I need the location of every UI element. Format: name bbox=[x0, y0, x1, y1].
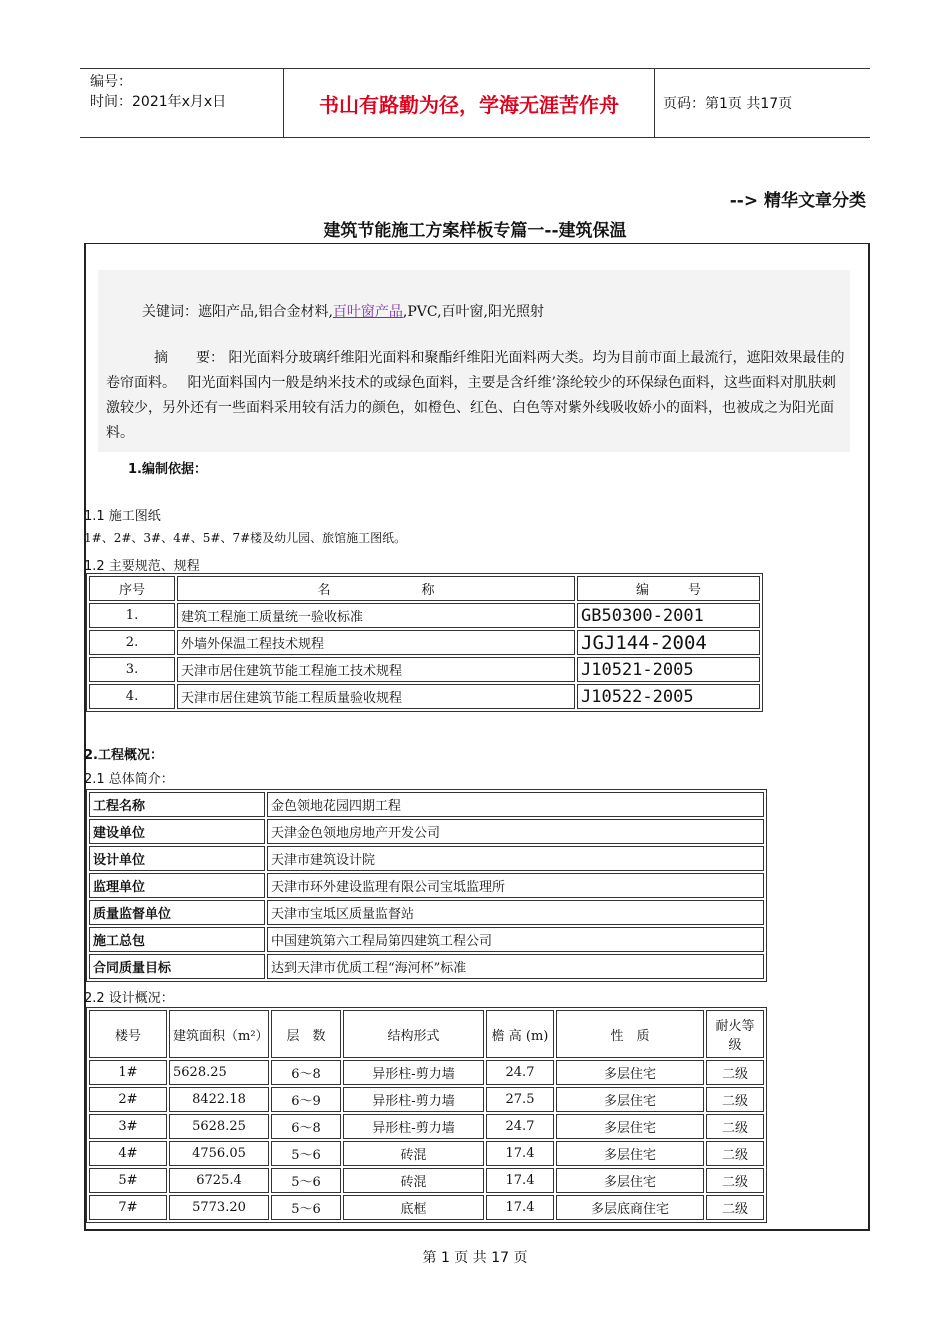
table-header-row bbox=[89, 1010, 764, 1058]
overview-table bbox=[86, 789, 767, 982]
overview-key: 设计单位 bbox=[89, 846, 265, 871]
cell-building: 7# bbox=[89, 1195, 167, 1220]
keywords-prefix: 关键词：遮阳产品,铝合金材料, bbox=[142, 304, 333, 320]
overview-value: 中国建筑第六工程局第四建筑工程公司 bbox=[267, 927, 764, 952]
cell-height: 17.4 bbox=[486, 1141, 554, 1166]
table-row bbox=[89, 873, 764, 898]
row-index: 2. bbox=[89, 630, 175, 655]
cell-building: 5# bbox=[89, 1168, 167, 1193]
cell-area: 4756.05 bbox=[169, 1141, 269, 1166]
cell-building: 2# bbox=[89, 1087, 167, 1112]
row-index: 1. bbox=[89, 603, 175, 628]
abstract-summary: 摘 要： 阳光面料分玻璃纤维阳光面料和聚酯纤维阳光面料两大类。均为目前市面上最流行，遮阳效果最佳的卷帘面料。 阳光面料国内一般是纳米技术的或绿色面料，主要是含纤维’涤纶较少的环保绿色面料，这些面料对肌肤刺激较少，另外还有一些面料采用较有活力的颜色，如橙色、红色、白色等对紫外线吸收娇小的面料，也被成之为阳光面料。 bbox=[106, 350, 845, 441]
cell-height: 17.4 bbox=[486, 1168, 554, 1193]
col-header-code: 编 号 bbox=[577, 576, 760, 601]
row-name: 天津市居住建筑节能工程质量验收规程 bbox=[177, 684, 575, 709]
document-title: 建筑节能施工方案样板专篇一--建筑保温 bbox=[323, 221, 627, 241]
row-code: J10522-2005 bbox=[577, 684, 760, 709]
header-motto: 书山有路勤为径，学海无涯苦作舟 bbox=[283, 69, 655, 137]
overview-value: 达到天津市优质工程“海河杯”标准 bbox=[267, 954, 764, 979]
section1-1-heading: 1.1 施工图纸 bbox=[84, 509, 161, 524]
cell-nature: 多层底商住宅 bbox=[556, 1195, 704, 1220]
overview-value: 天津市建筑设计院 bbox=[267, 846, 764, 871]
keywords bbox=[142, 300, 544, 325]
abstract-box bbox=[98, 270, 850, 452]
cell-structure: 砖混 bbox=[343, 1141, 484, 1166]
page-footer: 第 1 页 共 17 页 bbox=[422, 1250, 528, 1266]
overview-value: 天津市环外建设监理有限公司宝坻监理所 bbox=[267, 873, 764, 898]
page-header bbox=[80, 68, 870, 138]
table-row bbox=[89, 900, 764, 925]
cell-height: 27.5 bbox=[486, 1087, 554, 1112]
cell-area: 6725.4 bbox=[169, 1168, 269, 1193]
keywords-suffix: ,PVC,百叶窗,阳光照射 bbox=[402, 304, 544, 320]
number-label: 编号： bbox=[90, 74, 132, 90]
table-header-row bbox=[89, 576, 760, 601]
col-header-name: 名 称 bbox=[177, 576, 575, 601]
table-row bbox=[89, 927, 764, 952]
standards-table bbox=[86, 573, 763, 712]
section1-1-text: 1#、2#、3#、4#、5#、7#楼及幼儿园、旅馆施工图纸。 bbox=[84, 531, 407, 545]
table-row bbox=[89, 819, 764, 844]
overview-value: 天津金色领地房地产开发公司 bbox=[267, 819, 764, 844]
cell-fire-rating: 二级 bbox=[706, 1141, 764, 1166]
category-link[interactable]: --> 精华文章分类 bbox=[729, 191, 866, 211]
cell-fire-rating: 二级 bbox=[706, 1087, 764, 1112]
cell-nature: 多层住宅 bbox=[556, 1114, 704, 1139]
overview-key: 合同质量目标 bbox=[89, 954, 265, 979]
table-row bbox=[89, 846, 764, 871]
cell-nature: 多层住宅 bbox=[556, 1141, 704, 1166]
keyword-link[interactable]: 百叶窗产品 bbox=[332, 304, 403, 320]
row-name: 建筑工程施工质量统一验收标准 bbox=[177, 603, 575, 628]
overview-key: 施工总包 bbox=[89, 927, 265, 952]
cell-floors: 5～6 bbox=[271, 1168, 341, 1193]
design-table bbox=[86, 1007, 767, 1223]
col-header-fire-rating: 耐火等级 bbox=[706, 1010, 764, 1058]
table-row bbox=[89, 684, 760, 709]
cell-nature: 多层住宅 bbox=[556, 1168, 704, 1193]
date-label: 时间：2021年x月x日 bbox=[90, 94, 227, 110]
cell-area: 5628.25 bbox=[169, 1114, 269, 1139]
row-code: GB50300-2001 bbox=[577, 603, 760, 628]
col-header-building: 楼号 bbox=[89, 1010, 167, 1058]
row-index: 3. bbox=[89, 657, 175, 682]
overview-key: 监理单位 bbox=[89, 873, 265, 898]
col-header-structure: 结构形式 bbox=[343, 1010, 484, 1058]
table-row bbox=[89, 630, 760, 655]
cell-nature: 多层住宅 bbox=[556, 1060, 704, 1085]
table-row bbox=[89, 792, 764, 817]
col-header-height: 檐 高 (m) bbox=[486, 1010, 554, 1058]
table-row bbox=[89, 1060, 764, 1085]
cell-height: 24.7 bbox=[486, 1060, 554, 1085]
cell-structure: 底框 bbox=[343, 1195, 484, 1220]
cell-height: 17.4 bbox=[486, 1195, 554, 1220]
overview-key: 建设单位 bbox=[89, 819, 265, 844]
table-row bbox=[89, 1141, 764, 1166]
table-row bbox=[89, 1087, 764, 1112]
cell-building: 4# bbox=[89, 1141, 167, 1166]
section2-1-heading: 2.1 总体简介： bbox=[84, 772, 174, 787]
cell-fire-rating: 二级 bbox=[706, 1168, 764, 1193]
cell-fire-rating: 二级 bbox=[706, 1195, 764, 1220]
cell-structure: 砖混 bbox=[343, 1168, 484, 1193]
overview-value: 天津市宝坻区质量监督站 bbox=[267, 900, 764, 925]
overview-value: 金色领地花园四期工程 bbox=[267, 792, 764, 817]
table-row bbox=[89, 1114, 764, 1139]
table-row bbox=[89, 657, 760, 682]
cell-floors: 5～6 bbox=[271, 1141, 341, 1166]
cell-area: 5773.20 bbox=[169, 1195, 269, 1220]
cell-floors: 6～8 bbox=[271, 1114, 341, 1139]
overview-key: 工程名称 bbox=[89, 792, 265, 817]
section1-heading: 1.编制依据： bbox=[128, 462, 207, 477]
cell-structure: 异形柱-剪力墙 bbox=[343, 1060, 484, 1085]
cell-fire-rating: 二级 bbox=[706, 1114, 764, 1139]
table-row bbox=[89, 1168, 764, 1193]
cell-height: 24.7 bbox=[486, 1114, 554, 1139]
table-row bbox=[89, 1195, 764, 1220]
cell-floors: 5～6 bbox=[271, 1195, 341, 1220]
cell-area: 5628.25 bbox=[169, 1060, 269, 1085]
header-meta bbox=[80, 69, 280, 137]
cell-floors: 6～9 bbox=[271, 1087, 341, 1112]
section2-2-heading: 2.2 设计概况： bbox=[84, 991, 174, 1006]
cell-building: 1# bbox=[89, 1060, 167, 1085]
col-header-nature: 性 质 bbox=[556, 1010, 704, 1058]
row-code: JGJ144-2004 bbox=[577, 630, 760, 655]
row-code: J10521-2005 bbox=[577, 657, 760, 682]
col-header-area: 建筑面积（m²） bbox=[169, 1010, 269, 1058]
table-row bbox=[89, 954, 764, 979]
header-page-info: 页码：第1页 共17页 bbox=[663, 96, 793, 112]
section2-heading: 2.工程概况： bbox=[84, 748, 163, 763]
cell-structure: 异形柱-剪力墙 bbox=[343, 1114, 484, 1139]
section1-2-heading: 1.2 主要规范、规程 bbox=[84, 559, 200, 574]
overview-key: 质量监督单位 bbox=[89, 900, 265, 925]
cell-floors: 6～8 bbox=[271, 1060, 341, 1085]
cell-structure: 异形柱-剪力墙 bbox=[343, 1087, 484, 1112]
row-name: 天津市居住建筑节能工程施工技术规程 bbox=[177, 657, 575, 682]
row-name: 外墙外保温工程技术规程 bbox=[177, 630, 575, 655]
col-header-index: 序号 bbox=[89, 576, 175, 601]
cell-building: 3# bbox=[89, 1114, 167, 1139]
col-header-floors: 层 数 bbox=[271, 1010, 341, 1058]
table-row bbox=[89, 603, 760, 628]
row-index: 4. bbox=[89, 684, 175, 709]
cell-area: 8422.18 bbox=[169, 1087, 269, 1112]
cell-nature: 多层住宅 bbox=[556, 1087, 704, 1112]
cell-fire-rating: 二级 bbox=[706, 1060, 764, 1085]
